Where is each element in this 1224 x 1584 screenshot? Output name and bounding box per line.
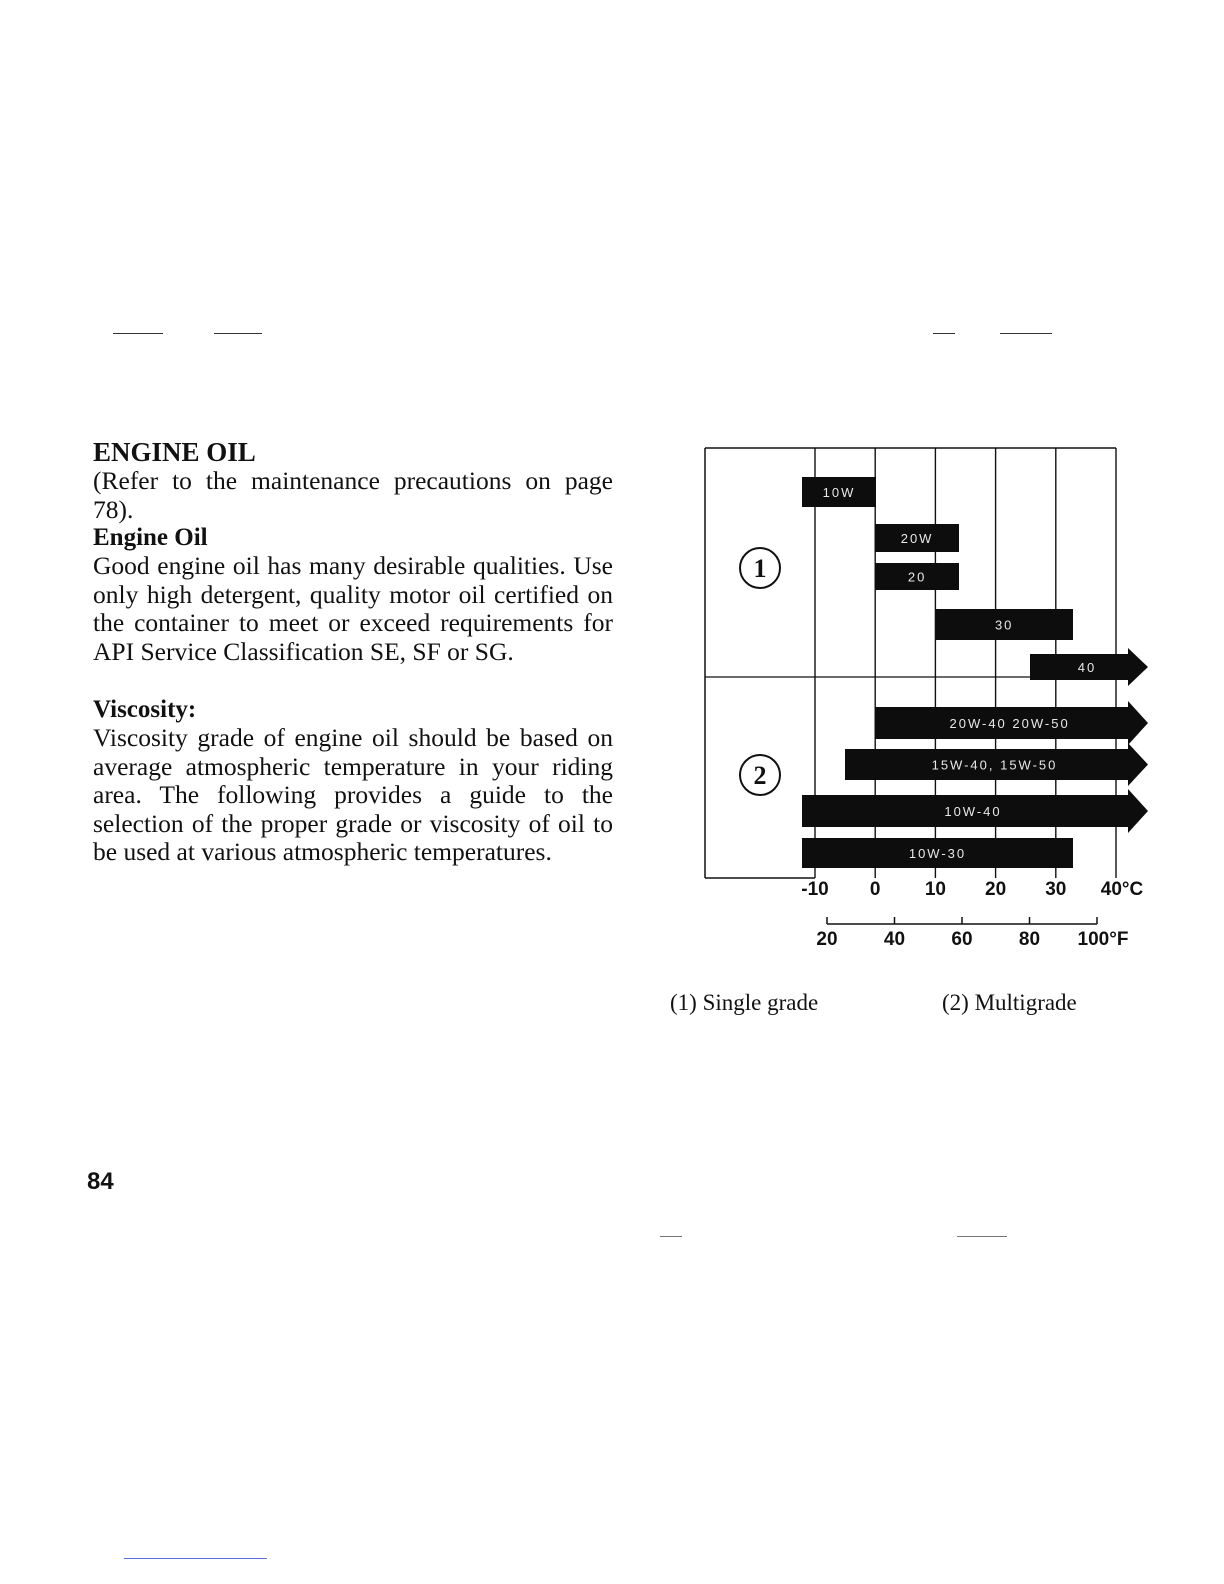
engine-oil-text: Good engine oil has many desirable qualities. Use only high detergent, quality motor oil certified on the container to meet or exceed requirements for API Service Classification SE, SF or SG. xyxy=(93,551,613,666)
celsius-tick-3: 20 xyxy=(985,879,1007,900)
bottom-underline xyxy=(124,1558,267,1559)
bottom-rule-2 xyxy=(957,1236,1007,1237)
text-column xyxy=(93,437,613,867)
bar-label-4: 40 xyxy=(1077,660,1097,675)
bar-label-6: 15W-40, 15W-50 xyxy=(931,757,1058,773)
bar-label-0: 10W xyxy=(822,485,856,500)
page-number: 84 xyxy=(87,1168,114,1195)
fahrenheit-tick-3: 80 xyxy=(1018,929,1041,950)
refer-note: (Refer to the maintenance precautions on page 78). xyxy=(93,466,613,524)
bar-label-7: 10W-40 xyxy=(944,804,1002,819)
group-marker-label-2: 2 xyxy=(753,761,767,790)
celsius-tick-0: -10 xyxy=(801,879,829,900)
bar-label-5: 20W-40 20W-50 xyxy=(949,716,1070,731)
celsius-tick-2: 10 xyxy=(924,879,946,900)
fahrenheit-tick-2: 60 xyxy=(951,929,973,950)
section-title: ENGINE OIL xyxy=(93,437,256,467)
viscosity-chart-svg xyxy=(700,440,1170,960)
viscosity-heading: Viscosity: xyxy=(93,696,197,723)
viscosity-text: Viscosity grade of engine oil should be based on average atmospheric temperature in your riding area. The following provides a guide to the selection of the proper grade or viscosity of oil to be used at various atmospheric temperatures. xyxy=(93,723,613,866)
top-rule-1 xyxy=(113,333,163,334)
viscosity-chart xyxy=(700,440,1170,960)
fahrenheit-tick-0: 20 xyxy=(816,929,838,950)
bar-label-2: 20 xyxy=(907,569,927,585)
fahrenheit-tick-1: 40 xyxy=(883,929,906,950)
engine-oil-heading: Engine Oil xyxy=(93,524,208,551)
fahrenheit-tick-4: 100°F xyxy=(1077,929,1129,950)
bar-label-8: 10W-30 xyxy=(908,846,967,861)
top-rule-3 xyxy=(933,333,955,334)
group-marker-label-1: 1 xyxy=(753,554,767,583)
bottom-rule-1 xyxy=(660,1236,682,1237)
celsius-tick-5: 40°C xyxy=(1100,879,1144,900)
caption-single-grade: (1) Single grade xyxy=(670,990,819,1015)
celsius-tick-4: 30 xyxy=(1045,879,1067,900)
top-rule-4 xyxy=(1000,333,1052,334)
bar-label-3: 30 xyxy=(994,617,1014,633)
bar-label-1: 20W xyxy=(900,531,934,546)
top-rule-2 xyxy=(214,333,262,334)
celsius-tick-1: 0 xyxy=(869,879,881,900)
caption-multigrade: (2) Multigrade xyxy=(942,990,1077,1015)
